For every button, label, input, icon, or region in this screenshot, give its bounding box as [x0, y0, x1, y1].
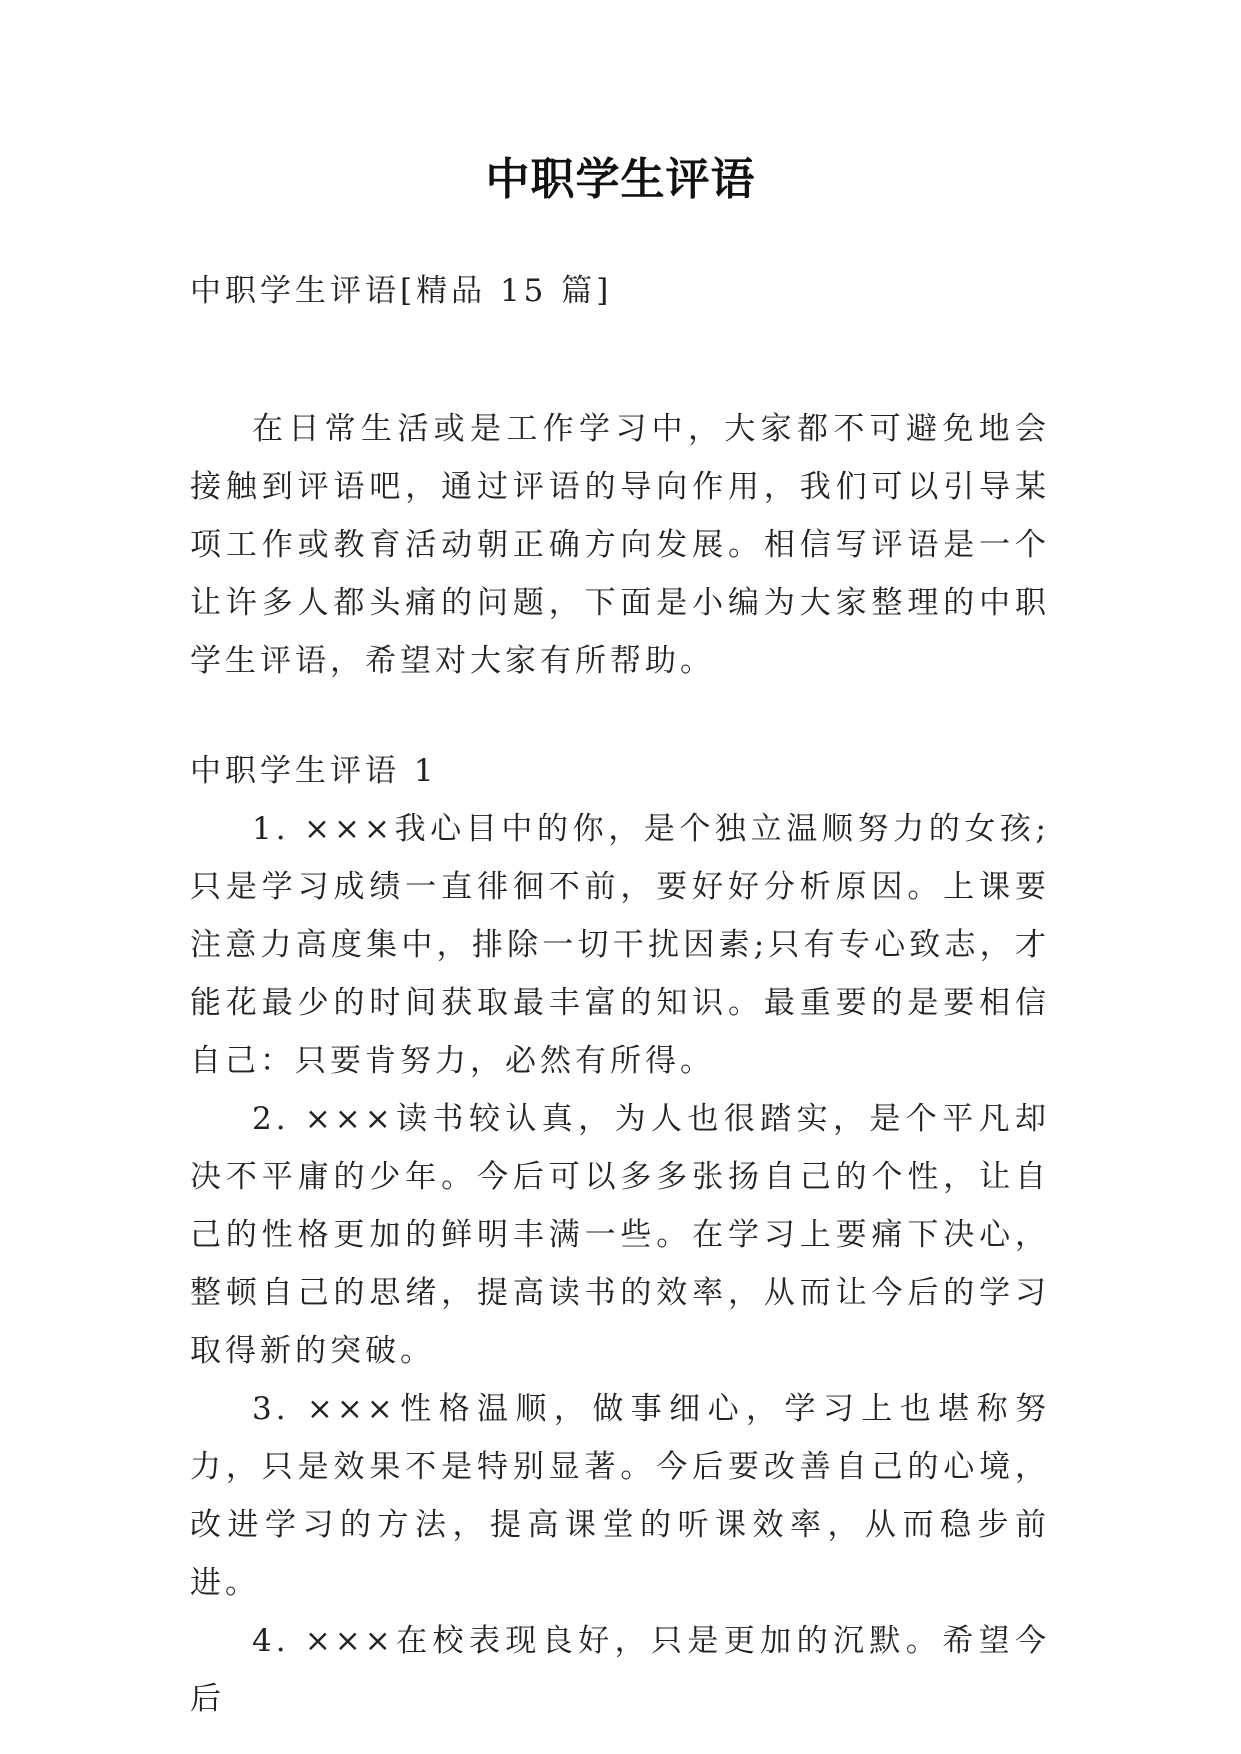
subtitle-text: 中职学生评语[精品 15 篇]: [190, 273, 613, 309]
intro-paragraph: [190, 400, 1050, 690]
section-heading: [190, 742, 1050, 800]
document-title: 中职学生评语: [485, 154, 756, 205]
comment-item-1: 1. ×××我心目中的你，是个独立温顺努力的女孩;只是学习成绩一直徘徊不前，要好好分析原因。上课要注意力高度集中，排除一切干扰因素;只有专心致志，才能花最少的时间获取最丰富的知识。最重要的是要相信自己：只要肯努力，必然有所得。: [190, 811, 1050, 1079]
comment-list: [190, 800, 1050, 1728]
comment-item-2: 2. ×××读书较认真，为人也很踏实，是个平凡却决不平庸的少年。今后可以多多张扬自己的个性，让自己的性格更加的鲜明丰满一些。在学习上要痛下决心，整顿自己的思绪，提高读书的效率，从而让今后的学习取得新的突破。: [190, 1101, 1050, 1369]
comment-item-3: 3. ×××性格温顺，做事细心，学习上也堪称努力，只是效果不是特别显著。今后要改善自己的心境，改进学习的方法，提高课堂的听课效率，从而稳步前进。: [190, 1391, 1050, 1601]
section-heading-text: 中职学生评语 1: [190, 753, 438, 789]
comment-item-4: 4. ×××在校表现良好，只是更加的沉默。希望今后: [190, 1623, 1050, 1717]
intro-text: 在日常生活或是工作学习中，大家都不可避免地会接触到评语吧，通过评语的导向作用，我们可以引导某项工作或教育活动朝正确方向发展。相信写评语是一个让许多人都头痛的问题，下面是小编为大家整理的中职学生评语，希望对大家有所帮助。: [190, 411, 1050, 679]
document-subtitle: [190, 262, 1050, 320]
